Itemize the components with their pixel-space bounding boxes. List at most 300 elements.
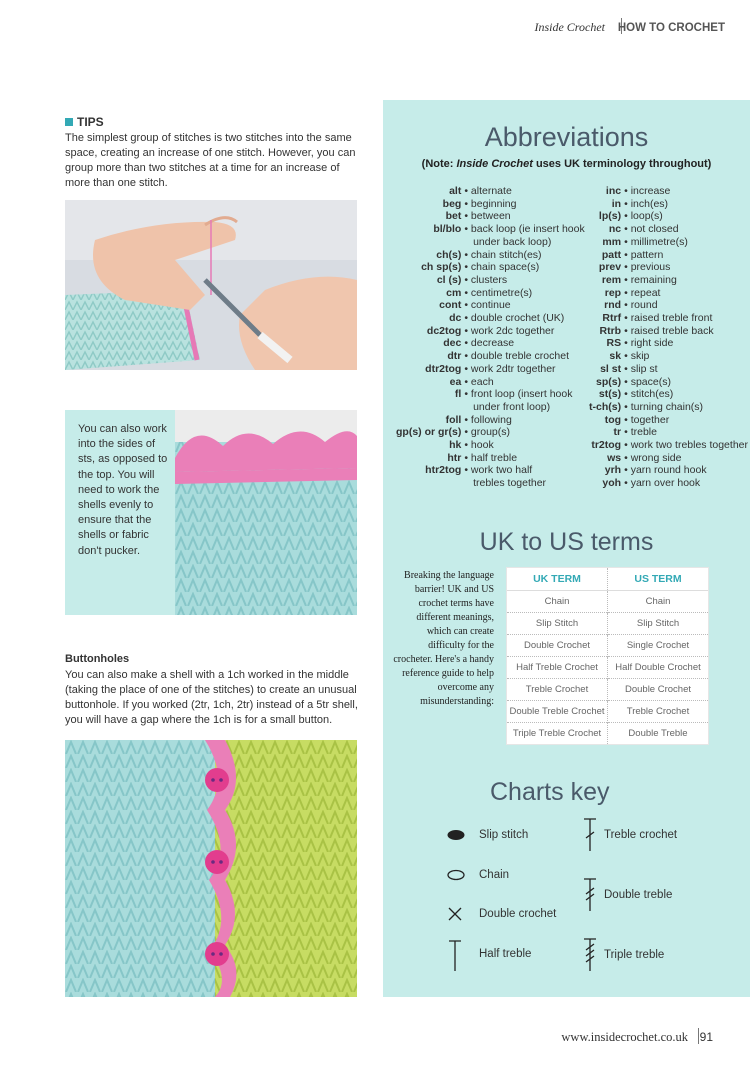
bullet-icon: • [624, 375, 631, 388]
tips-body: The simplest group of stitches is two stitches into the same space, creating an increase of one stitch. However, you can group more than two stitches at a time for an increase of more than one stitch. [65, 132, 356, 189]
abbr-key: dtr [447, 350, 462, 363]
bullet-icon [464, 401, 473, 413]
abbr-value [624, 426, 748, 439]
buttonholes-body: You can also make a shell with a 1ch worked in the middle (taking the place of one of the stitches) to create an unusual buttonhole. If you worked (2tr, 1ch, 2tr) instead of a 5tr shell, you will have a gap where the 1ch is for a small button. [65, 669, 358, 726]
abbr-key: bl/blo [433, 223, 462, 236]
bullet-icon: • [464, 451, 471, 464]
abbr-value [624, 376, 748, 389]
abbr-key: cont [439, 299, 462, 312]
abbr-meaning: yarn round hook [630, 464, 707, 477]
bullet-icon: • [464, 286, 471, 299]
right-abbr-row [589, 325, 748, 338]
double-crochet-icon [447, 906, 463, 922]
abbr-key: tr2tog [591, 439, 622, 452]
abbr-value [624, 350, 748, 363]
bullet-icon: • [464, 261, 471, 274]
abbr-meaning: remaining [630, 273, 677, 286]
abbr-value [624, 185, 748, 198]
note-prefix: (Note: [421, 158, 457, 170]
right-abbr-row [589, 388, 748, 401]
abbr-value [464, 414, 584, 427]
abbr-meaning: increase [630, 185, 671, 197]
bullet-icon: • [624, 400, 631, 413]
bullet-icon: • [464, 299, 471, 312]
us-term-cell: Double Treble [608, 723, 709, 745]
abbr-meaning: double treble crochet [470, 350, 569, 363]
uk-us-row [507, 679, 708, 701]
abbr-key: tog [604, 413, 622, 426]
left-abbr-row [396, 325, 585, 338]
abbr-key: ea [449, 375, 462, 388]
bullet-icon: • [464, 337, 471, 350]
right-abbr-row [589, 337, 748, 350]
left-abbr-row [396, 401, 585, 414]
abbr-value [464, 337, 584, 350]
right-abbr-row [589, 312, 748, 325]
abbr-value [624, 210, 748, 223]
triple-treble-label: Triple treble [604, 949, 665, 961]
left-abbr-row [396, 337, 585, 350]
abbr-meaning: work two half [470, 464, 533, 477]
left-abbr-row [396, 223, 585, 236]
abbr-value [624, 388, 748, 401]
abbr-value [464, 287, 584, 300]
bullet-icon: • [464, 185, 471, 197]
abbr-value [624, 261, 748, 274]
right-abbr-row [589, 464, 748, 477]
uk-us-row [507, 701, 708, 723]
right-abbr-row [589, 401, 748, 414]
abbr-key: foll [445, 413, 462, 426]
left-abbr-row [396, 274, 585, 287]
abbr-meaning: between [470, 210, 511, 223]
right-abbr-row [589, 185, 748, 198]
abbr-key: ws [607, 451, 622, 464]
reference-panel [383, 100, 750, 997]
abbr-key: sp(s) [596, 375, 622, 388]
abbr-key: sl st [600, 362, 622, 375]
abbr-key: alt [449, 185, 462, 197]
bullet-icon: • [464, 312, 471, 325]
double-crochet-label: Double crochet [479, 908, 557, 920]
double-treble-label: Double treble [604, 889, 673, 901]
bullet-icon: • [624, 324, 631, 337]
left-abbr-row [396, 236, 585, 249]
abbr-value [624, 299, 748, 312]
abbr-meaning: clusters [470, 273, 508, 286]
bullet-icon: • [624, 451, 631, 464]
abbr-key: prev [598, 261, 622, 274]
abbr-meaning: centimetre(s) [470, 286, 533, 299]
abbr-key: beg [442, 197, 462, 210]
abbr-key: bet [445, 210, 462, 223]
bullet-icon: • [624, 350, 631, 363]
abbr-key: Rtrb [599, 324, 622, 337]
bullet-icon: • [624, 273, 631, 286]
right-abbr-row [589, 210, 748, 223]
bullet-icon: • [624, 426, 631, 439]
uk-term-header: UK TERM [507, 568, 608, 591]
uk-term-cell: Slip Stitch [507, 613, 608, 635]
bullet-icon [464, 236, 473, 248]
photo-hands-crocheting [65, 200, 357, 370]
triple-treble-icon [582, 938, 598, 972]
abbr-key: hk [449, 439, 462, 452]
left-abbr-row [396, 287, 585, 300]
abbr-meaning: work 2dtr together [470, 362, 556, 375]
right-abbr-row [589, 439, 748, 452]
abbr-key: mm [602, 235, 622, 248]
abbr-key: dec [443, 337, 462, 350]
bullet-icon: • [464, 464, 471, 477]
sides-tip-text: You can also work into the sides of sts, as opposed to the top. You will need to work the shells evenly to ensure that the shells or fabric don't pucker. [78, 423, 168, 557]
abbr-meaning: raised treble back [630, 324, 714, 337]
right-abbr-row [589, 376, 748, 389]
abbr-meaning: repeat [630, 286, 661, 299]
abbr-meaning: inch(es) [630, 197, 669, 210]
uk-us-row [507, 591, 708, 613]
abbr-value [464, 477, 584, 490]
double-treble-icon [582, 878, 598, 912]
abbr-meaning: back loop (ie insert hook [470, 223, 585, 236]
abbr-key [396, 236, 464, 249]
abbr-key: yrh [604, 464, 622, 477]
abbr-key: ch(s) [436, 248, 462, 261]
abbr-value [624, 274, 748, 287]
uk-us-description: Breaking the language barrier! UK and US crochet terms have different meanings, which can create difficulty for the crocheter. Here's a handy reference guide to help overcome any misunderstanding: [393, 570, 494, 707]
abbr-meaning: chain stitch(es) [470, 248, 542, 261]
footer-url[interactable]: www.insidecrochet.co.uk [561, 1030, 688, 1044]
abbr-key: RS [606, 337, 622, 350]
abbr-value [464, 223, 584, 236]
half-treble-icon [447, 940, 463, 972]
bullet-icon: • [624, 197, 631, 210]
section-title: HOW TO CROCHET [617, 22, 725, 34]
us-term-cell: Slip Stitch [608, 613, 709, 635]
abbr-key: htr [447, 451, 462, 464]
us-term-header: US TERM [608, 568, 709, 591]
abbr-value [464, 452, 584, 465]
abbr-meaning: pattern [630, 248, 664, 261]
magazine-title: Inside Crochet [534, 20, 605, 34]
abbr-key: gp(s) or gr(s) [396, 426, 462, 439]
abbr-value [624, 325, 748, 338]
abbr-meaning: decrease [470, 337, 515, 350]
bullet-icon: • [464, 350, 471, 363]
abbr-key: inc [605, 185, 622, 197]
right-abbr-row [589, 274, 748, 287]
abbr-value [464, 274, 584, 287]
us-term-cell: Treble Crochet [608, 701, 709, 723]
right-abbr-row [589, 426, 748, 439]
uk-term-cell: Triple Treble Crochet [507, 723, 608, 745]
left-abbr-row [396, 198, 585, 211]
abbr-value [624, 198, 748, 211]
abbr-value [464, 185, 584, 198]
photo-buttonholes [65, 740, 357, 997]
right-abbr-row [589, 299, 748, 312]
bullet-icon: • [464, 375, 471, 388]
bullet-icon: • [624, 299, 631, 312]
abbr-meaning: under back loop) [473, 235, 552, 248]
left-abbr-row [396, 261, 585, 274]
left-abbr-row [396, 376, 585, 389]
abbr-value [464, 210, 584, 223]
photo-shell-edge [175, 410, 357, 615]
abbr-meaning: beginning [470, 197, 517, 210]
abbr-meaning: each [470, 375, 494, 388]
abbr-meaning: following [470, 413, 512, 426]
right-abbr-row [589, 261, 748, 274]
abbr-meaning: millimetre(s) [630, 235, 688, 248]
abbr-value [464, 426, 584, 439]
bullet-icon: • [464, 362, 471, 375]
chain-icon [446, 869, 466, 881]
square-bullet-icon [65, 118, 73, 126]
abbr-value [464, 439, 584, 452]
abbr-meaning: hook [470, 439, 494, 452]
abbr-value [624, 287, 748, 300]
left-abbr-row [396, 249, 585, 262]
bullet-icon: • [624, 210, 631, 223]
abbr-key: patt [601, 248, 622, 261]
abbr-value [464, 401, 584, 414]
charts-key-title: Charts key [490, 778, 610, 806]
bullet-icon: • [464, 273, 471, 286]
right-abbr-row [589, 363, 748, 376]
bullet-icon: • [624, 388, 631, 401]
bullet-icon: • [624, 362, 631, 375]
page-number: 91 [699, 1030, 713, 1044]
abbr-value [624, 236, 748, 249]
left-abbr-row [396, 363, 585, 376]
right-abbr-row [589, 350, 748, 363]
abbr-meaning: slip st [630, 362, 658, 375]
abbr-meaning: under front loop) [473, 400, 551, 413]
abbr-meaning: right side [630, 337, 674, 350]
abbr-value [624, 477, 748, 490]
bullet-icon: • [464, 439, 471, 452]
left-abbr-row [396, 299, 585, 312]
uk-term-cell: Double Treble Crochet [507, 701, 608, 723]
abbr-meaning: continue [470, 299, 511, 312]
chain-label: Chain [479, 869, 510, 881]
bullet-icon: • [464, 413, 471, 426]
right-abbr-row [589, 198, 748, 211]
abbr-value [624, 414, 748, 427]
abbr-key: nc [608, 223, 622, 236]
abbr-meaning: raised treble front [630, 312, 713, 325]
abbr-value [624, 249, 748, 262]
right-abbr-row [589, 477, 748, 490]
bullet-icon: • [624, 337, 631, 350]
abbr-meaning: trebles together [473, 477, 547, 490]
abbr-meaning: double crochet (UK) [470, 312, 565, 325]
right-abbr-row [589, 223, 748, 236]
abbr-meaning: alternate [470, 185, 512, 197]
right-abbr-row [589, 414, 748, 427]
bullet-icon: • [464, 197, 471, 210]
abbr-meaning: space(s) [630, 375, 671, 388]
abbr-value [624, 439, 748, 452]
bullet-icon: • [624, 248, 631, 261]
abbr-key: rep [604, 286, 622, 299]
right-abbr-row [589, 287, 748, 300]
bullet-icon: • [464, 324, 471, 337]
abbr-meaning: front loop (insert hook [470, 388, 573, 401]
bullet-icon: • [624, 477, 631, 490]
note-suffix: uses UK terminology throughout) [532, 158, 712, 170]
abbr-key: cl (s) [436, 273, 462, 286]
abbr-key: sk [609, 350, 622, 363]
bullet-icon: • [624, 185, 631, 197]
abbr-meaning: skip [630, 350, 650, 363]
bullet-icon: • [624, 235, 631, 248]
tips-heading [65, 115, 104, 129]
abbreviations-note [383, 158, 750, 170]
abbr-meaning: previous [630, 261, 671, 274]
left-abbr-row [396, 477, 585, 490]
abbr-meaning: half treble [470, 451, 518, 464]
bullet-icon: • [464, 426, 471, 439]
abbr-key: dc2tog [426, 324, 462, 337]
abbr-value [464, 388, 584, 401]
abbr-key: cm [446, 286, 462, 299]
uk-us-row [507, 635, 708, 657]
bullet-icon [464, 477, 473, 489]
bullet-icon: • [624, 261, 631, 274]
bullet-icon: • [464, 210, 471, 223]
right-abbr-row [589, 249, 748, 262]
abbr-key: t-ch(s) [589, 400, 622, 413]
bullet-icon: • [624, 464, 631, 477]
uk-us-row [507, 613, 708, 635]
abbr-key: dc [449, 312, 462, 325]
us-term-cell: Double Crochet [608, 679, 709, 701]
abbr-meaning: group(s) [470, 426, 511, 439]
abbreviations-left-column [396, 185, 585, 490]
abbr-key: tr [613, 426, 622, 439]
buttonholes-heading: Buttonholes [65, 653, 130, 665]
left-abbr-row [396, 388, 585, 401]
tips-heading-text: TIPS [77, 115, 104, 129]
abbr-key: lp(s) [598, 210, 622, 223]
abbr-meaning: together [630, 413, 670, 426]
abbr-key [396, 477, 464, 490]
slip-stitch-icon [446, 829, 466, 841]
right-abbr-row [589, 236, 748, 249]
abbr-key: Rtrf [602, 312, 622, 325]
bullet-icon: • [624, 286, 631, 299]
abbr-value [624, 337, 748, 350]
left-abbr-row [396, 439, 585, 452]
abbr-value [464, 198, 584, 211]
abbr-value [624, 464, 748, 477]
abbr-key [396, 401, 464, 414]
us-term-cell: Chain [608, 591, 709, 613]
uk-us-row [507, 657, 708, 679]
abbr-key: in [611, 197, 622, 210]
abbr-meaning: chain space(s) [470, 261, 540, 274]
left-abbr-row [396, 350, 585, 363]
slip-stitch-label: Slip stitch [479, 829, 529, 841]
uk-term-cell: Double Crochet [507, 635, 608, 657]
abbr-value [624, 401, 748, 414]
abbr-key: rnd [604, 299, 622, 312]
abbr-key: htr2tog [425, 464, 462, 477]
abbr-value [464, 363, 584, 376]
right-abbr-row [589, 452, 748, 465]
bullet-icon: • [624, 439, 631, 452]
abbr-key: ch sp(s) [421, 261, 462, 274]
bullet-icon: • [464, 248, 471, 261]
abbr-meaning: treble [630, 426, 657, 439]
left-abbr-row [396, 426, 585, 439]
abbr-value [464, 350, 584, 363]
treble-crochet-label: Treble crochet [604, 829, 678, 841]
uk-term-cell: Chain [507, 591, 608, 613]
left-abbr-row [396, 185, 585, 198]
abbr-meaning: work two trebles together [630, 439, 748, 452]
abbr-key: rem [601, 273, 622, 286]
abbr-value [464, 312, 584, 325]
note-magazine: Inside Crochet [456, 158, 533, 170]
us-term-cell: Half Double Crochet [608, 657, 709, 679]
abbr-key: fl [454, 388, 462, 401]
bullet-icon: • [624, 413, 631, 426]
abbreviations-right-column [589, 185, 748, 490]
half-treble-label: Half treble [479, 948, 532, 960]
uk-us-table [506, 567, 709, 745]
us-term-cell: Single Crochet [608, 635, 709, 657]
bullet-icon: • [464, 223, 471, 236]
bullet-icon: • [624, 223, 631, 236]
left-abbr-row [396, 414, 585, 427]
bullet-icon: • [464, 388, 471, 401]
abbr-meaning: wrong side [630, 451, 682, 464]
abbr-key: yoh [602, 477, 622, 490]
abbr-key: dtr2tog [425, 362, 462, 375]
abbr-value [464, 236, 584, 249]
abbr-value [464, 299, 584, 312]
abbr-meaning: not closed [630, 223, 679, 236]
abbr-value [624, 363, 748, 376]
abbr-value [624, 312, 748, 325]
left-abbr-row [396, 312, 585, 325]
abbr-value [624, 452, 748, 465]
abbreviations-title: Abbreviations [484, 122, 649, 152]
abbr-value [464, 376, 584, 389]
uk-term-cell: Half Treble Crochet [507, 657, 608, 679]
abbr-meaning: loop(s) [630, 210, 663, 223]
abbr-value [624, 223, 748, 236]
uk-term-cell: Treble Crochet [507, 679, 608, 701]
abbr-meaning: yarn over hook [630, 477, 701, 490]
bullet-icon: • [624, 312, 631, 325]
uk-us-title: UK to US terms [479, 528, 654, 556]
abbr-meaning: round [630, 299, 658, 312]
abbr-meaning: stitch(es) [630, 388, 674, 401]
left-abbr-row [396, 452, 585, 465]
abbr-meaning: work 2dc together [470, 324, 555, 337]
left-abbr-row [396, 464, 585, 477]
abbr-value [464, 464, 584, 477]
abbr-value [464, 325, 584, 338]
uk-us-row [507, 723, 708, 745]
abbr-value [464, 249, 584, 262]
treble-crochet-icon [582, 818, 598, 852]
abbr-key: st(s) [598, 388, 622, 401]
